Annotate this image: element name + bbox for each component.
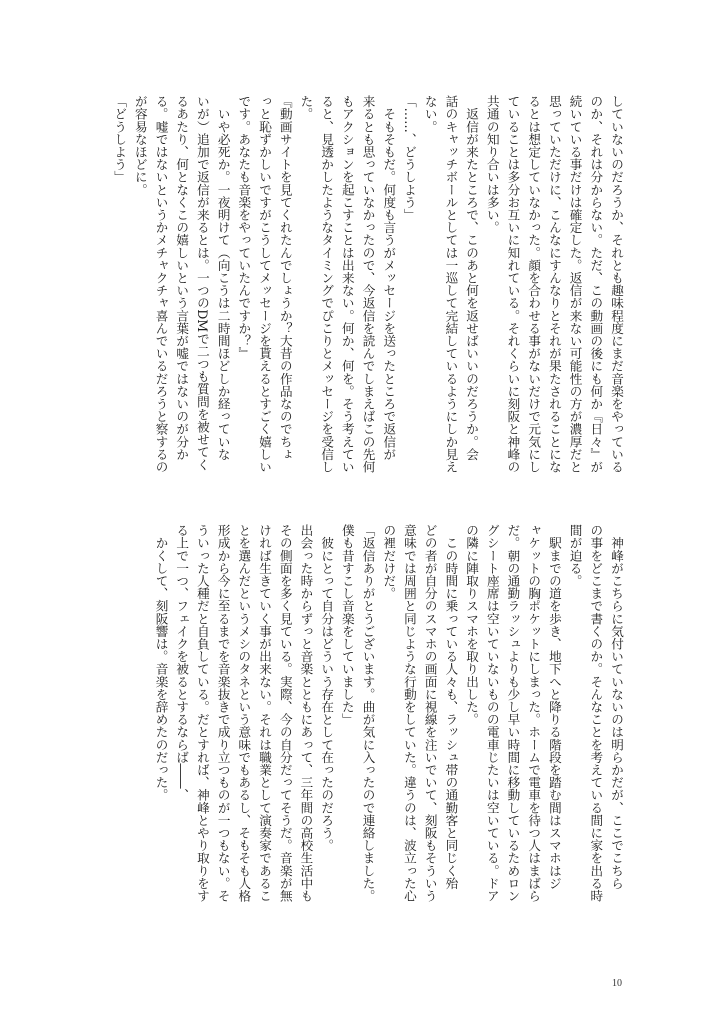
text-line: るあたり、何となくこの嬉しいという言葉が嘘ではないのが分か <box>174 95 190 461</box>
text-line: っと恥ずかしいですがこうしてメッセージを貰えるとすごく嬉しい <box>257 95 273 473</box>
text-line: 「どうしよう」 <box>112 95 128 184</box>
text-line: もアクションを起こすことは出来ない。何か、何を。そう考えてい <box>339 95 355 473</box>
text-line: グシート座席は空いていないものの電車じたいは空いている。ドア <box>484 524 500 902</box>
text-line: 形成から今に至るまでを音楽抜きで成り立つものが一つもない。そ <box>215 524 231 902</box>
text-line: ャケットの胸ポケットにしまった。ホームで電車を待つ人はまばら <box>526 524 542 902</box>
text-line: ていることは多分お互いに知れている。それくらいに刻阪と神峰の <box>505 95 521 473</box>
text-line: どの者が自分のスマホの画面に視線を注いでいて、刻阪もそういう <box>422 524 438 902</box>
text-line: の裡だけだ。 <box>381 524 397 600</box>
text-line: 駅までの道を歩き、地下へと降りる階段を踏む間はスマホはジ <box>546 524 562 890</box>
text-line: そもそもだ。何度も言うがメッセージを送ったところで返信が <box>381 95 397 461</box>
text-line: ければ生きていく事が出来ない。それは職業として演奏家であるこ <box>257 524 273 902</box>
text-line: その側面を多く見ている。実際、今の自分だってそうだ。音楽が無 <box>277 524 293 902</box>
text-line: 思っていただけに、こんなにすんなりとそれが果たされることにな <box>546 95 562 473</box>
text-line: のか、それは分からない。ただ、この動画の後にも何か『日々』が <box>588 95 604 473</box>
text-line: この時間に乗っている人々も、ラッシュ帯の通勤客と同じく殆 <box>443 524 459 890</box>
text-line: 共通の知り合いは多い。 <box>484 95 500 234</box>
text-line: が容易なほどに。 <box>132 95 148 196</box>
text-line: 出会った時からずっと音楽とともにあって、三年間の高校生活中も <box>298 524 314 902</box>
text-line: かくして、刻阪響は。音楽を辞めたのだった。 <box>153 524 169 802</box>
text-line: いや必死か。一夜明けて（向こうは二時間ほどしか経っていな <box>215 95 231 461</box>
lower-text-block <box>150 524 626 924</box>
text-line: の事をどこまで書くのか。そんなことを考えている間に家を出る時 <box>588 524 604 902</box>
text-line: 神峰がこちらに気付いていないのは明らかだが、ここでこちら <box>609 524 624 890</box>
text-line: ない。 <box>422 95 438 133</box>
text-line: していないのだろうか、それとも趣味程度にまだ音楽をやっている <box>609 95 624 473</box>
text-line: ると、見透かしたようなタイミングでぴこりとメッセージを受信し <box>319 95 335 473</box>
text-line: 「……、どうしよう」 <box>401 95 417 221</box>
text-line: 来るとも思っていなかったので、今返信を読んでしまえばこの先何 <box>360 95 376 473</box>
text-line: とを選んだというメシのタネという意味でもあるし、そもそも人格 <box>236 524 252 902</box>
text-line: 間が迫る。 <box>567 524 583 587</box>
text-line: た。 <box>298 95 314 121</box>
text-line: 彼にとって自分はどういう存在として在ったのだろう。 <box>319 524 335 852</box>
text-line: 意味では周囲と同じような行動をしていた。違うのは、波立った心 <box>401 524 417 902</box>
text-line: です。あなたも音楽をやっていたんですか？』 <box>236 95 252 360</box>
text-line: 話のキャッチボールとしては一巡して完結しているようにしか見え <box>443 95 459 473</box>
text-line: る上で一つ、フェイクを被るとするならば――、 <box>174 524 190 802</box>
upper-text-block <box>108 95 626 495</box>
text-line: 続いている事だけは確定した。返信が来ない可能性の方が濃厚だと <box>567 95 583 473</box>
text-line: だ。朝の通勤ラッシュよりも少し早い時間に移動しているためロン <box>505 524 521 902</box>
text-line: る。嘘ではないというかメチャクチャ喜んでいるだろうと察するの <box>153 95 169 473</box>
text-line: ういった人種だと自負している。だとすれば、神峰とやり取りをす <box>194 524 210 902</box>
text-line: 僕も昔すこし音楽をしていました」 <box>339 524 355 726</box>
text-line: 返信が来たところで、このあと何を返せばいいのだろうか。会 <box>464 95 480 461</box>
text-line: るとは想定していなかった。顔を合わせる事がないだけで元気にし <box>526 95 542 473</box>
text-line: の隣に陣取りスマホを取り出した。 <box>464 524 480 726</box>
page-number: 10 <box>612 978 622 989</box>
text-line: いが）追加で返信が来るとは。一つのDMで二つも質問を被せてく <box>194 95 210 471</box>
text-line: 『動画サイトを見てくれたんでしょうか？大昔の作品なのでちょ <box>277 95 293 461</box>
text-line: 「返信ありがとうございます。曲が気に入ったので連絡しました。 <box>360 524 376 902</box>
